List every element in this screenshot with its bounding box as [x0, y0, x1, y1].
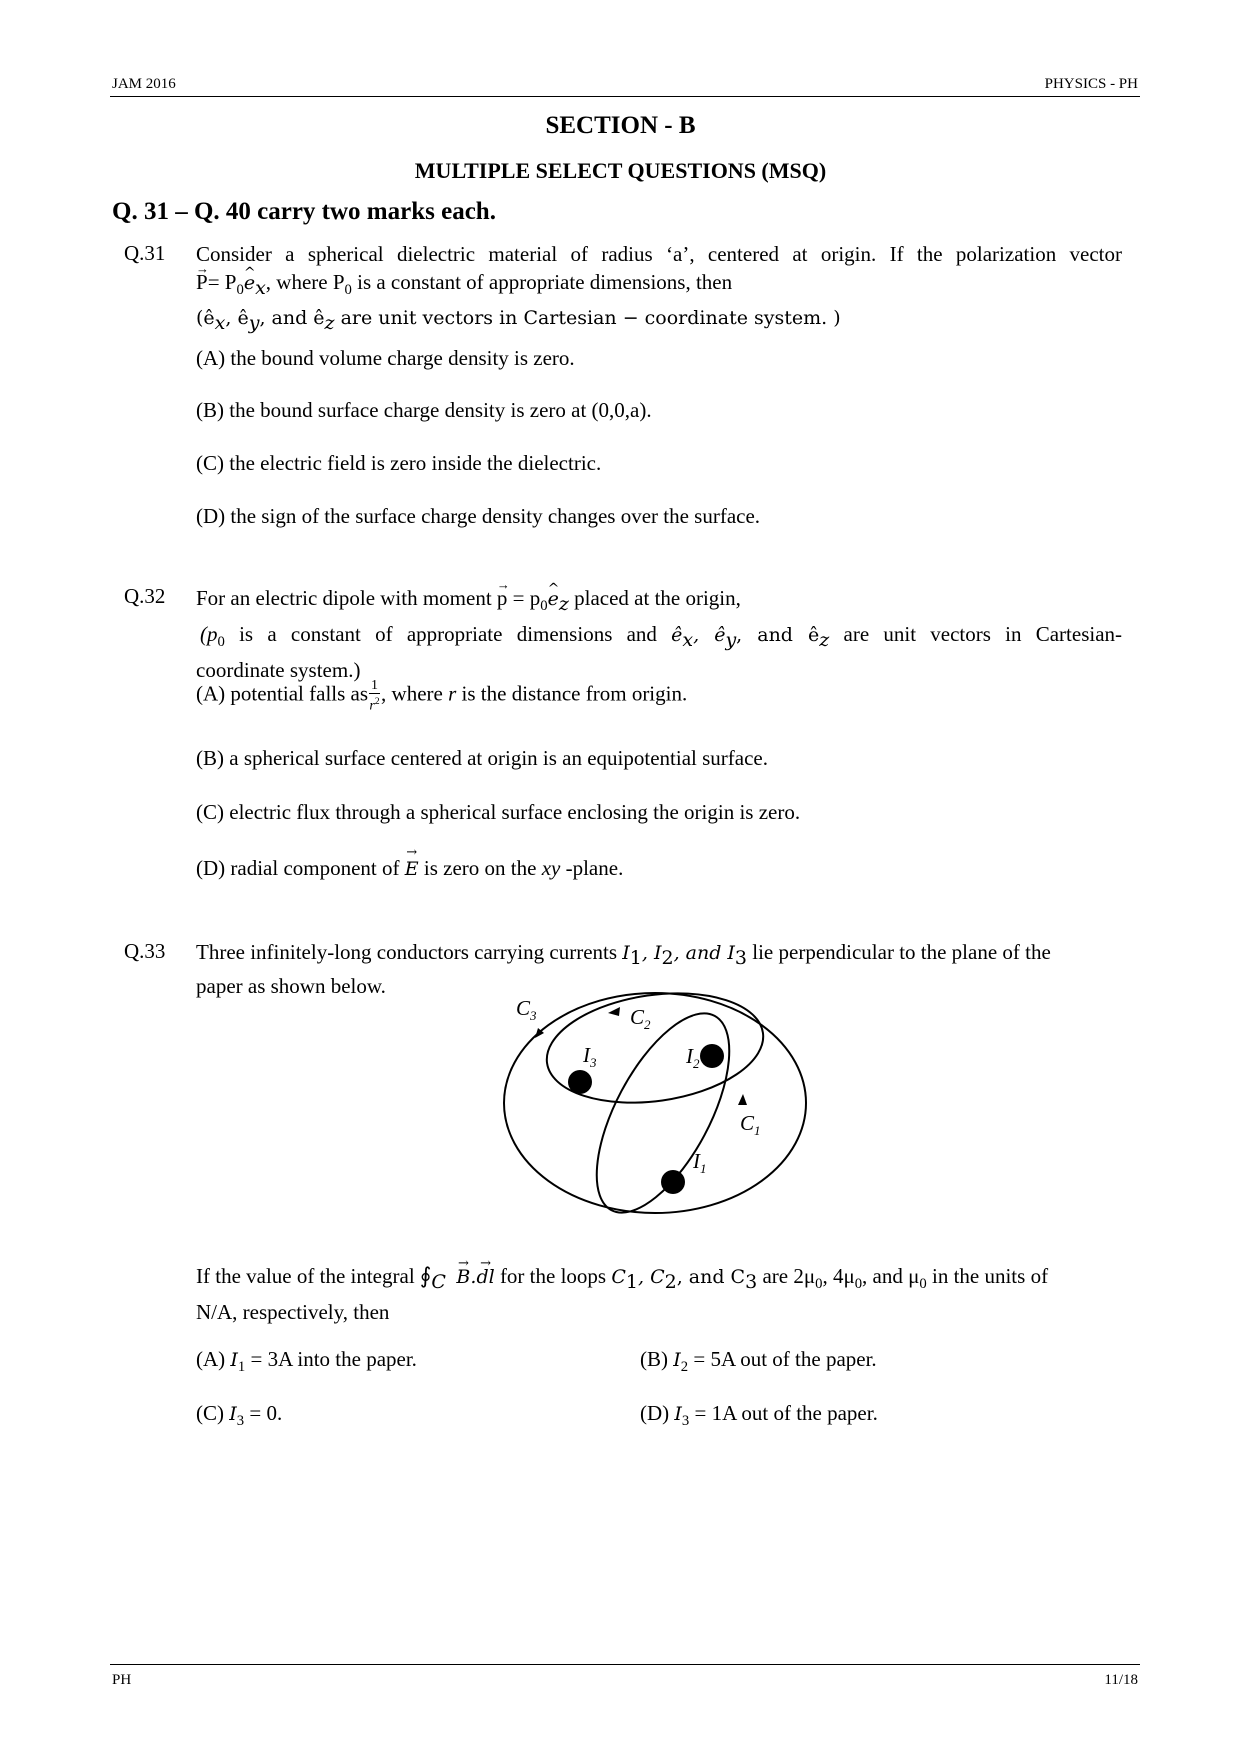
q33-option-a: (A) $I_1 = 3A$ into the paper.: [196, 1347, 417, 1376]
q33-line1: Three infinitely-long conductors carrying currents $I_1$, $I_2$, and $I_3$ lie perpendicular to the plane of the: [196, 940, 1051, 970]
label-c1: $C_1$: [740, 1111, 761, 1138]
q32-line1: For an electric dipole with moment → $p = p_0\^{}$ $e_z$ placed at the origin,: [196, 584, 1122, 620]
footer-left: PH: [112, 1672, 132, 1688]
q33-option-c: (C) $I_3 = 0$.: [196, 1401, 283, 1430]
header-right: PHYSICS - PH: [1044, 76, 1138, 92]
dipole-moment-symbol: → p: [497, 584, 508, 612]
q32-option-d: (D) radial component of → E is zero on the xy -plane.: [196, 856, 623, 881]
q32-option-c: (C) electric flux through a spherical surface enclosing the origin is zero.: [196, 800, 801, 824]
label-i2: $I_2$: [686, 1044, 700, 1071]
q31-option-c: (C) the electric field is zero inside the dielectric.: [196, 451, 602, 475]
loops-diagram: [480, 980, 840, 1240]
arrow-c1-icon: [738, 1094, 747, 1105]
footer-rule: [110, 1664, 1140, 1665]
question-31-text: [196, 240, 1122, 337]
polarization-vector-symbol: → P: [196, 268, 208, 296]
label-i1: $I_1$: [693, 1149, 707, 1176]
q31-option-d: (D) the sign of the surface charge density changes over the surface.: [196, 504, 761, 528]
label-c3: $C_3$: [516, 996, 537, 1023]
q31-line3: ($ê_x$, $ê_y$, and $ê_z$ are unit vectors in Cartesian − coordinate system. ): [196, 307, 841, 334]
header-left: JAM 2016: [112, 76, 176, 92]
header-rule: [110, 96, 1140, 97]
q32-option-b: (B) a spherical surface centered at origin is an equipotential surface.: [196, 746, 768, 770]
question-number-33: Q.33: [124, 939, 166, 963]
q32-line2: ($p_0$ is a constant of appropriate dimensions and $ê_x$, $ê_y$, and $ê_z$ are unit vectors in Cartesian-: [200, 622, 1123, 652]
electric-field-symbol: → E: [405, 858, 419, 880]
page-number: 11/18: [1104, 1672, 1138, 1688]
q31-option-b: (B) the bound surface charge density is zero at (0,0,a).: [196, 398, 652, 422]
contour-integral-icon: ∮: [419, 1264, 432, 1289]
q33-integral-line: If the value of the integral $∮_C \to B.\to$ dl for the loops $C_1$, $C_2$, and $C_3$ are $2\mu_0$, $4\mu_0$, and $\mu_0$ in the units of: [196, 1262, 1122, 1298]
label-i3: $I_3$: [583, 1043, 597, 1070]
arrow-c2-icon: [608, 1007, 620, 1016]
q32-line3: coordinate system.): [196, 658, 361, 683]
label-c2: $C_2$: [630, 1005, 651, 1032]
marks-line: Q. 31 – Q. 40 carry two marks each.: [112, 198, 496, 225]
q33-option-b: (B) $I_2 = 5A$ out of the paper.: [640, 1347, 877, 1376]
q32-option-a: (A) potential falls as $\frac{1}{r^2}$ , where r is the distance from origin.: [196, 678, 688, 714]
one-over-r-squared: $\frac{1}{r^2}$: [369, 678, 380, 714]
section-subtitle: MULTIPLE SELECT QUESTIONS (MSQ): [414, 158, 827, 183]
wire-i2: [700, 1044, 724, 1068]
q31-line2: → $P= P_0\^{}$ $e_x$, where $P_0$ is a constant of appropriate dimensions, then: [196, 268, 1122, 304]
question-number-31: Q.31: [124, 241, 166, 265]
section-title: SECTION - B: [545, 112, 696, 139]
q33-option-d: (D) $I_3 = 1A$ out of the paper.: [640, 1401, 878, 1430]
wire-i3: [568, 1070, 592, 1094]
loop-c1: [570, 994, 756, 1232]
q33-line2: paper as shown below.: [196, 974, 386, 999]
q33-units-line: N/A, respectively, then: [196, 1300, 390, 1325]
loop-c2: [540, 980, 771, 1115]
q31-option-a: (A) the bound volume charge density is zero.: [196, 346, 575, 370]
q33-integral-text: [196, 1262, 1122, 1326]
question-32-text: [196, 584, 1122, 684]
q31-line1: Consider a spherical dielectric material of radius ‘a’, centered at origin. If the polarization vector: [196, 242, 1122, 266]
wire-i1: [661, 1170, 685, 1194]
question-number-32: Q.32: [124, 584, 166, 608]
